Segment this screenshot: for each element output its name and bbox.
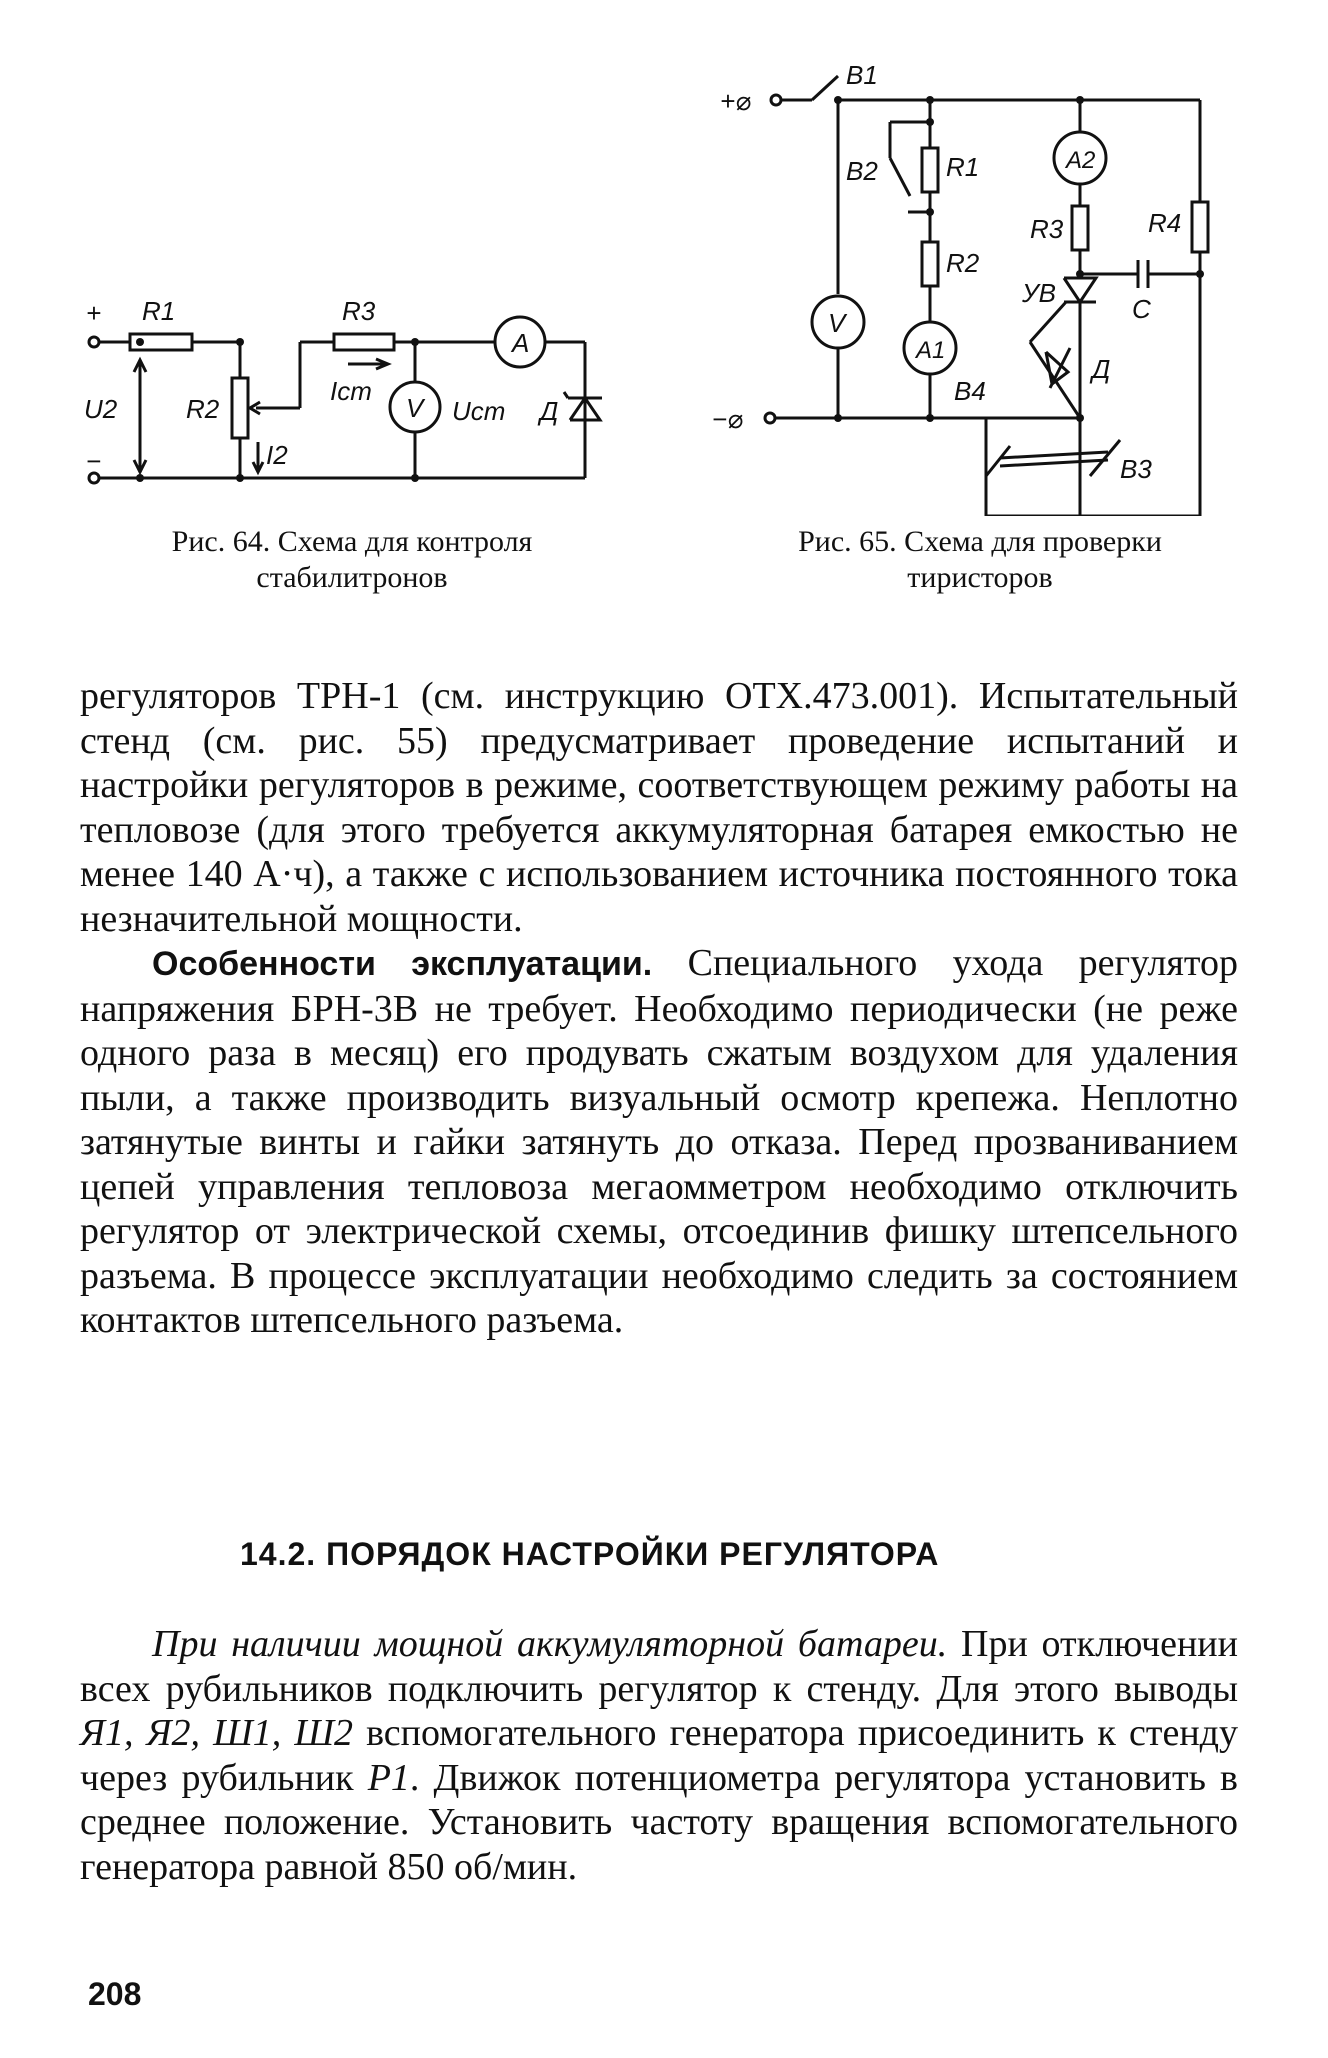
thyristor-label: УВ [1022, 278, 1056, 308]
paragraph-3 [80, 1622, 1238, 1889]
r1-label: R1 [946, 152, 980, 182]
body-text-lower [80, 1622, 1238, 1889]
thyristor-test-circuit [700, 66, 1260, 516]
figure-64 [80, 280, 620, 500]
body-text-upper [80, 674, 1238, 1343]
r2-label: R2 [946, 248, 980, 278]
plus-terminal-label: +⌀ [720, 86, 751, 116]
r4-label: R4 [1148, 208, 1182, 238]
paragraph-1: регуляторов ТРН-1 (см. инструкцию ОТХ.473.001). Испытательный стенд (см. рис. 55) предусматривает проведение испытаний и настройки регуляторов в режиме, соответствующем режиму работы на тепловозе (для этого требуется аккумуляторная батарея емкостью не менее 140 А·ч), а также с использованием источника постоянного тока незначительной мощности. [80, 675, 1238, 940]
switch-v1-label: В1 [846, 66, 878, 90]
paragraph-3-text-a: При отключении всех рубильников подключить регулятор к стенду. Для этого выводы [80, 1623, 1238, 1710]
figure-65-caption-line1: Рис. 65. Схема для проверки [798, 525, 1162, 558]
plus-label: + [86, 298, 102, 328]
paragraph-3-lead: При наличии мощной аккумуляторной батареи. [152, 1623, 948, 1665]
switch-v2-label: В2 [846, 156, 878, 186]
capacitor-label: С [1132, 294, 1151, 324]
i2-label: I2 [266, 440, 288, 470]
stabilitron-test-circuit [80, 280, 620, 500]
figure-64-caption-line1: Рис. 64. Схема для контроля [171, 525, 533, 558]
r3-label: R3 [1030, 214, 1064, 244]
ust-label: Uст [452, 396, 506, 426]
figure-64-caption-line2: стабилитронов [256, 561, 448, 594]
diode-label: Д [540, 396, 559, 426]
ammeter-a2-label: A2 [1066, 147, 1096, 174]
paragraph-3-text-b: вспомогательного генератора присоединить к стенду через рубильник [80, 1712, 1238, 1799]
switch-v3-label: В3 [1120, 454, 1152, 484]
diode-label: Д [1092, 354, 1111, 384]
r1-label: R1 [142, 296, 176, 326]
minus-label: − [86, 446, 102, 476]
figure-65 [700, 66, 1260, 516]
r3-label: R3 [342, 296, 376, 326]
voltmeter-label: V [828, 308, 846, 338]
paragraph-3-text-c: . Движок потенциометра регулятора установить в среднее положение. Установить частоту вращения вспомогательного генератора равной 850 об/мин. [80, 1756, 1238, 1888]
paragraph-2-lead: Особенности эксплуатации. [152, 945, 653, 983]
paragraph-2 [80, 941, 1238, 1343]
figure-64-caption [72, 524, 632, 596]
switch-v4-label: В4 [954, 376, 986, 406]
paragraph-3-terminals: Я1, Я2, Ш1, Ш2 [80, 1712, 353, 1754]
r2-label: R2 [186, 394, 220, 424]
paragraph-3-switch: Р1 [367, 1756, 410, 1799]
ist-label: Iст [330, 376, 372, 406]
ammeter-label: A [512, 328, 530, 358]
u2-label: U2 [84, 394, 118, 424]
paragraph-2-text: Специального ухода регулятор напряжения БРН-3В не требует. Необходимо периодически (не реже одного раза в месяц) его продувать сжатым воздухом для удаления пыли, а также производить визуальный осмотр крепежа. Неплотно затянутые винты и гайки затянуть до отказа. Перед прозваниванием цепей управления тепловоза мегаомметром необходимо отключить регулятор от электрической схемы, отсоединив фишку штепсельного разъема. В процессе эксплуатации необходимо следить за состоянием контактов штепсельного разъема. [80, 942, 1238, 1341]
page-number: 208 [88, 1976, 142, 2012]
minus-terminal-label: −⌀ [712, 404, 743, 434]
voltmeter-label: V [406, 393, 424, 423]
figure-65-caption [700, 524, 1260, 596]
ammeter-a1-label: A1 [916, 337, 946, 364]
section-heading: 14.2. ПОРЯДОК НАСТРОЙКИ РЕГУЛЯТОРА [240, 1536, 940, 1572]
figure-65-caption-line2: тиристоров [907, 561, 1053, 594]
